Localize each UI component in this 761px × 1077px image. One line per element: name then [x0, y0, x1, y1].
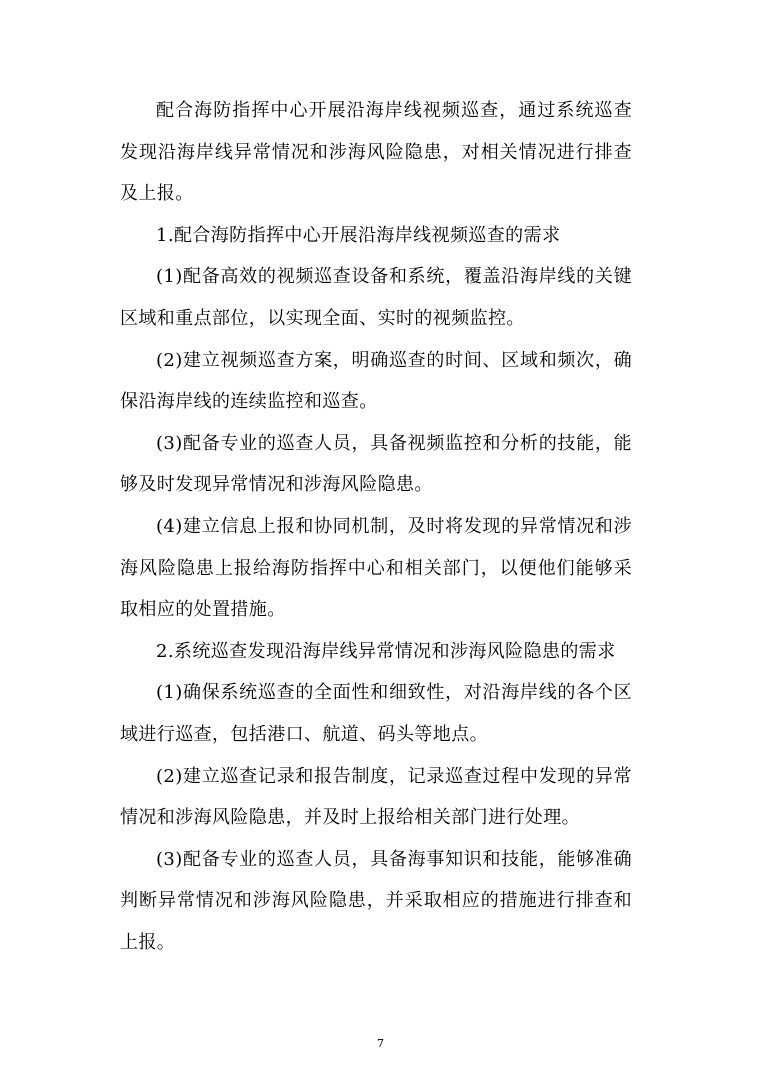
paragraph-1-2: (2)建立视频巡查方案，明确巡查的时间、区域和频次，确保沿海岸线的连续监控和巡查。 [120, 349, 632, 413]
paragraph-2-2: (2)建立巡查记录和报告制度，记录巡查过程中发现的异常情况和涉海风险隐患，并及时上报给相关部门进行处理。 [120, 765, 632, 829]
paragraph-intro: 配合海防指挥中心开展沿海岸线视频巡查，通过系统巡查发现沿海岸线异常情况和涉海风险隐患，对相关情况进行排查及上报。 [120, 100, 632, 205]
document-body [120, 90, 632, 963]
paragraph-1-3: (3)配备专业的巡查人员，具备视频监控和分析的技能，能够及时发现异常情况和涉海风险隐患。 [120, 432, 632, 496]
paragraph-1-4: (4)建立信息上报和协同机制，及时将发现的异常情况和涉海风险隐患上报给海防指挥中心和相关部门，以便他们能够采取相应的处置措施。 [120, 515, 632, 621]
section-heading-2: 2.系统巡查发现沿海岸线异常情况和涉海风险隐患的需求 [156, 640, 616, 662]
page-number: 7 [377, 1037, 384, 1050]
section-heading-1: 1.配合海防指挥中心开展沿海岸线视频巡查的需求 [156, 224, 561, 246]
paragraph-1-1: (1)配备高效的视频巡查设备和系统，覆盖沿海岸线的关键区域和重点部位，以实现全面、实时的视频监控。 [120, 266, 632, 329]
paragraph-2-3: (3)配备专业的巡查人员，具备海事知识和技能，能够准确判断异常情况和涉海风险隐患，并采取相应的措施进行排查和上报。 [120, 848, 632, 953]
paragraph-2-1: (1)确保系统巡查的全面性和细致性，对沿海岸线的各个区域进行巡查，包括港口、航道、码头等地点。 [120, 682, 632, 745]
